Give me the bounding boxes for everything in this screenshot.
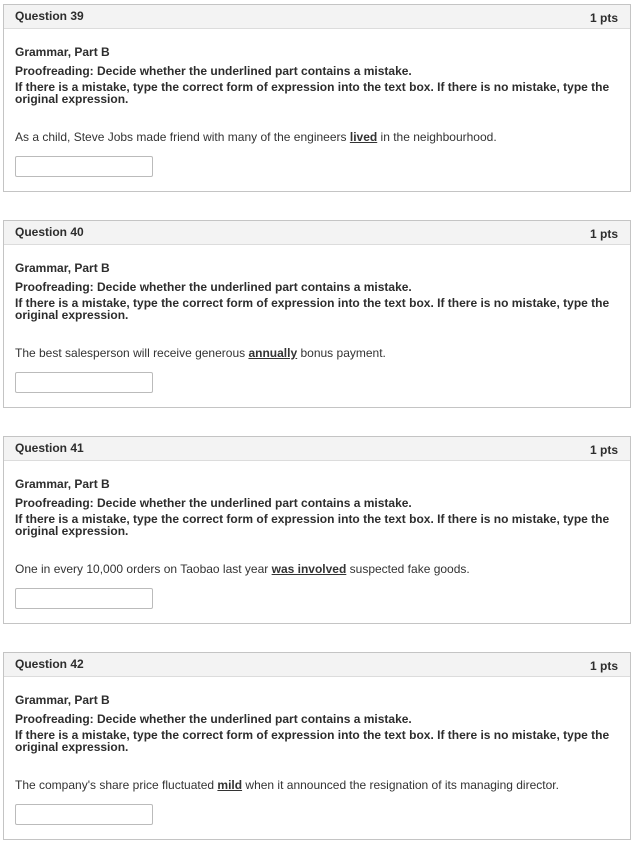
question-part: Grammar, Part B [15, 45, 110, 59]
question-points: 1 pts [589, 11, 618, 25]
sentence-underlined-part: was involved [271, 562, 347, 576]
question-instruction: If there is a mistake, type the correct form of expression into the text box. If there is no mistake, type the original expression. [15, 728, 610, 754]
question-title: Question 42 [15, 657, 84, 671]
sentence-text-after: when it announced the resignation of its managing director. [242, 778, 559, 792]
question-instruction: If there is a mistake, type the correct form of expression into the text box. If there is no mistake, type the original expression. [15, 512, 610, 538]
question-points: 1 pts [589, 659, 618, 673]
question-sentence [15, 562, 470, 576]
question-proofreading-heading: Proofreading: Decide whether the underlined part contains a mistake. [15, 280, 412, 294]
answer-input[interactable] [15, 156, 153, 177]
question-header [4, 437, 630, 461]
answer-input[interactable] [15, 372, 153, 393]
question-proofreading-heading: Proofreading: Decide whether the underlined part contains a mistake. [15, 496, 412, 510]
question-instruction: If there is a mistake, type the correct form of expression into the text box. If there is no mistake, type the original expression. [15, 296, 610, 322]
question-points: 1 pts [589, 443, 618, 457]
question-part: Grammar, Part B [15, 261, 110, 275]
sentence-text-before: The best salesperson will receive generous [15, 346, 249, 360]
question-header [4, 653, 630, 677]
question-40 [3, 220, 631, 408]
question-sentence [15, 346, 386, 360]
question-proofreading-heading: Proofreading: Decide whether the underlined part contains a mistake. [15, 64, 412, 78]
question-39 [3, 4, 631, 192]
question-title: Question 41 [15, 441, 84, 455]
sentence-text-before: One in every 10,000 orders on Taobao last year [15, 562, 272, 576]
question-title: Question 40 [15, 225, 84, 239]
question-proofreading-heading: Proofreading: Decide whether the underlined part contains a mistake. [15, 712, 412, 726]
question-sentence [15, 130, 497, 144]
question-sentence [15, 778, 559, 792]
sentence-text-before: The company's share price fluctuated [15, 778, 218, 792]
question-instruction: If there is a mistake, type the correct form of expression into the text box. If there is no mistake, type the original expression. [15, 80, 610, 106]
sentence-underlined-part: lived [349, 130, 378, 144]
question-header [4, 5, 630, 29]
sentence-text-before: As a child, Steve Jobs made friend with many of the engineers [15, 130, 350, 144]
question-41 [3, 436, 631, 624]
question-part: Grammar, Part B [15, 477, 110, 491]
sentence-text-after: bonus payment. [297, 346, 386, 360]
question-points: 1 pts [589, 227, 618, 241]
sentence-underlined-part: mild [217, 778, 243, 792]
question-header [4, 221, 630, 245]
answer-input[interactable] [15, 804, 153, 825]
answer-input[interactable] [15, 588, 153, 609]
question-part: Grammar, Part B [15, 693, 110, 707]
sentence-text-after: suspected fake goods. [346, 562, 470, 576]
sentence-text-after: in the neighbourhood. [377, 130, 497, 144]
sentence-underlined-part: annually [248, 346, 298, 360]
question-42 [3, 652, 631, 840]
question-title: Question 39 [15, 9, 84, 23]
